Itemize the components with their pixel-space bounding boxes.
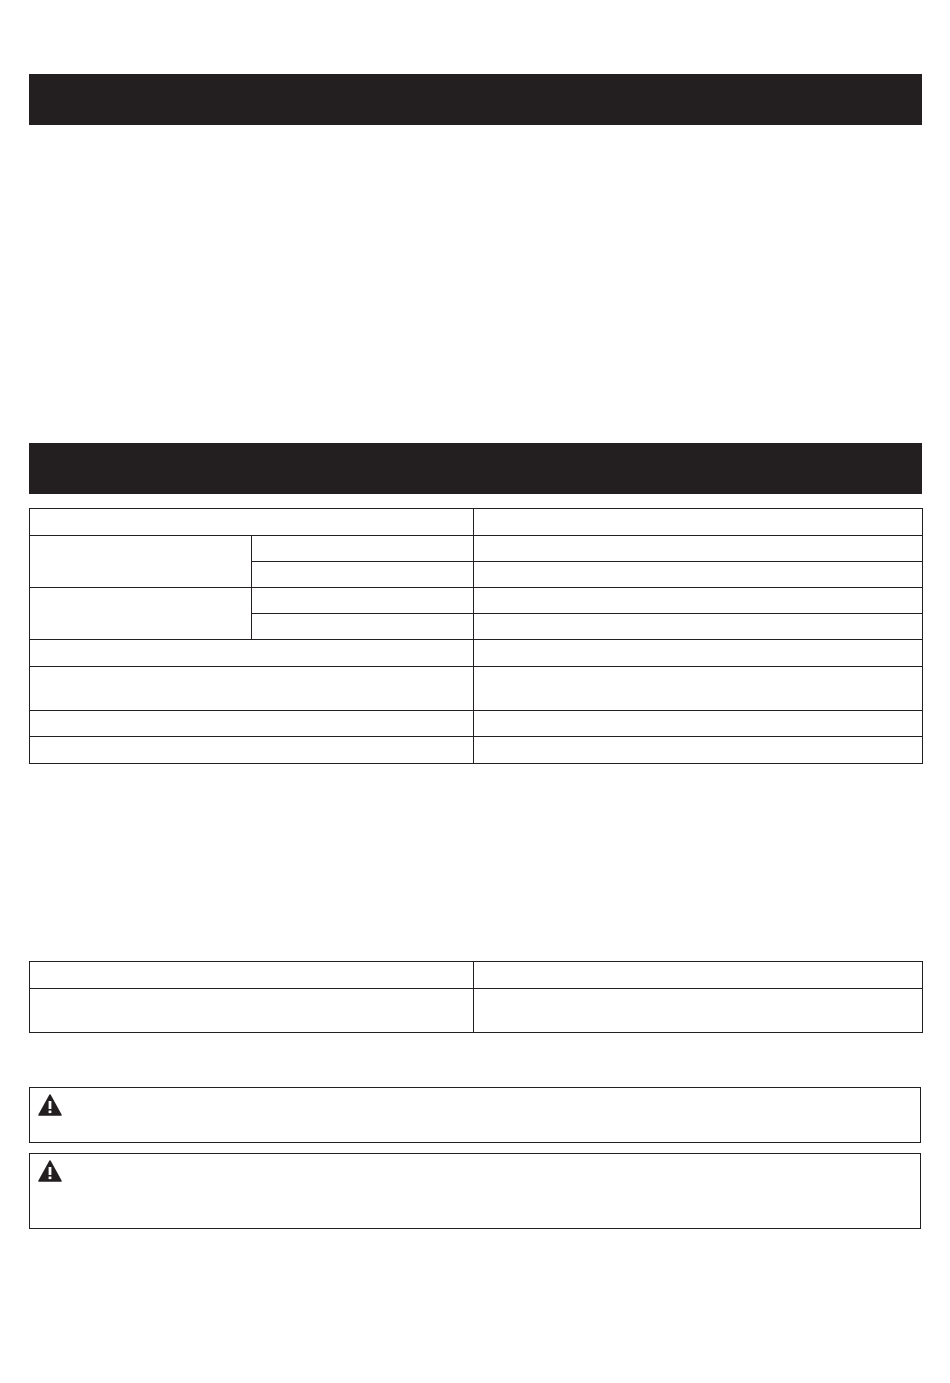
table-cell-label — [30, 536, 252, 588]
table-cell-label — [30, 640, 474, 667]
table-cell-sublabel — [252, 614, 474, 640]
table-row — [30, 737, 923, 764]
table-cell-sublabel — [252, 562, 474, 588]
warning-box — [29, 1087, 921, 1143]
table-cell-label — [30, 989, 474, 1033]
table-cell-value — [474, 562, 923, 588]
table-cell-label — [30, 667, 474, 711]
specifications-table — [29, 508, 923, 764]
table-cell-value — [474, 640, 923, 667]
table-cell-value — [474, 667, 923, 711]
table-row — [30, 962, 923, 989]
table-row — [30, 667, 923, 711]
table-cell-sublabel — [252, 536, 474, 562]
warning-triangle-icon — [38, 1160, 62, 1182]
table-row — [30, 588, 923, 614]
table-cell-sublabel — [252, 588, 474, 614]
table-row — [30, 711, 923, 737]
table-cell-value — [474, 962, 923, 989]
table-cell-value — [474, 989, 923, 1033]
secondary-table — [29, 961, 923, 1033]
table-cell-value — [474, 614, 923, 640]
table-row — [30, 640, 923, 667]
table-cell-label — [30, 588, 252, 640]
warning-triangle-icon — [38, 1094, 62, 1116]
table-cell-value — [474, 509, 923, 536]
table-cell-label — [30, 962, 474, 989]
table-row — [30, 989, 923, 1033]
table-cell-label — [30, 737, 474, 764]
table-cell-value — [474, 711, 923, 737]
specifications-header-bar — [29, 443, 922, 494]
table-cell-value — [474, 536, 923, 562]
warning-box — [29, 1153, 921, 1229]
section-header-bar — [29, 74, 922, 125]
table-row — [30, 536, 923, 562]
table-row — [30, 509, 923, 536]
table-cell-value — [474, 737, 923, 764]
table-cell-label — [30, 509, 474, 536]
table-cell-value — [474, 588, 923, 614]
table-cell-label — [30, 711, 474, 737]
